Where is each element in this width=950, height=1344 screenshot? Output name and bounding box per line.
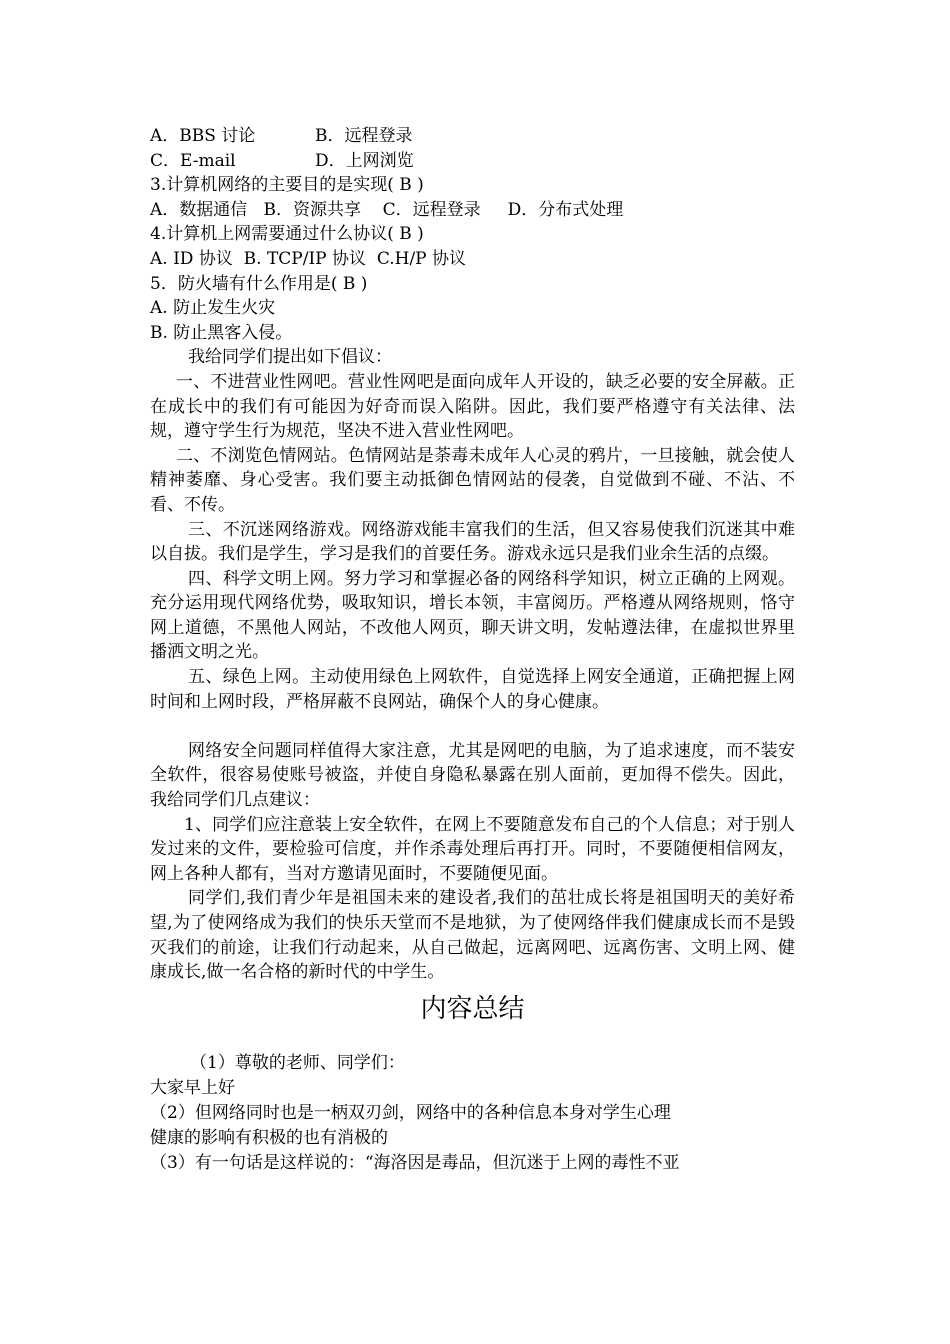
quiz-q2-options-row2 (150, 149, 795, 174)
proposal-item-2: 二、不浏览色情网站。色情网站是荼毒未成年人心灵的鸦片，一旦接触，就会使人精神萎靡、身心受害。我们要主动抵御色情网站的侵袭，自觉做到不碰、不沾、不看、不传。 (150, 445, 795, 515)
quiz-option-d: D．上网浏览 (315, 150, 414, 171)
proposal-item-3: 三、不沉迷网络游戏。网络游戏能丰富我们的生活，但又容易使我们沉迷其中难以自拔。我们是学生，学习是我们的首要任务。游戏永远只是我们业余生活的点缀。 (150, 519, 795, 565)
quiz-question-5: 5．防火墙有什么作用是( B ) (150, 273, 368, 294)
summary-heading: 内容总结 (420, 993, 525, 1024)
paragraph-gap (150, 714, 795, 739)
quiz-option-b: B．远程登录 (315, 126, 413, 146)
proposal-item-1: 一、不进营业性网吧。营业性网吧是面向成年人开设的，缺乏必要的安全屏蔽。正在成长中的我们有可能因为好奇而误入陷阱。因此，我们要严格遵守有关法律、法规，遵守学生行为规范，坚决不进入营业性网吧。 (150, 371, 795, 442)
quiz-question-5-option-a: A. 防止发生火灾 (150, 298, 276, 319)
summary-line-2: 大家早上好 (150, 1077, 235, 1098)
quiz-question-4: 4.计算机上网需要通过什么协议( B ) (150, 224, 424, 245)
proposal-intro: 我给同学们提出如下倡议： (188, 347, 392, 368)
document-body (150, 124, 795, 1176)
closing-paragraph: 同学们,我们青少年是祖国未来的建设者,我们的茁壮成长将是祖国明天的美好希望,为了使网络成为我们的快乐天堂而不是地狱，为了使网络伴我们健康成长而不是毁灭我们的前途，让我们行动起来，从自己做起，远离网吧、远离伤害、文明上网、健康成长,做一名合格的新时代的中学生。 (150, 888, 795, 983)
quiz-question-3-options: A．数据通信 B．资源共享 C．远程登录 D．分布式处理 (150, 199, 624, 220)
quiz-q2-options-row1 (150, 124, 795, 149)
summary-line-4: 健康的影响有积极的也有消极的 (150, 1127, 388, 1148)
security-paragraph: 网络安全问题同样值得大家注意，尤其是网吧的电脑，为了追求速度，而不装安全软件，很容易使账号被盗，并使自身隐私暴露在别人面前，更加得不偿失。因此，我给同学们几点建议： (150, 740, 795, 811)
security-suggestion-1: 1、同学们应注意装上安全软件，在网上不要随意发布自己的个人信息；对于别人发过来的文件，要检验可信度，并作杀毒处理后再打开。同时，不要随便相信网友，网上各种人都有，当对方邀请见面时，不要随便见面。 (150, 814, 795, 884)
quiz-question-5-option-b: B. 防止黑客入侵。 (150, 322, 293, 343)
summary-line-5: （3）有一句话是这样说的：“海洛因是毒品，但沉迷于上网的毒性不亚 (150, 1152, 680, 1173)
quiz-question-3: 3.计算机网络的主要目的是实现( B ) (150, 175, 424, 196)
proposal-item-4: 四、科学文明上网。努力学习和掌握必备的网络科学知识，树立正确的上网观。充分运用现代网络优势，吸取知识，增长本领，丰富阅历。严格遵从网络规则，恪守网上道德，不黑他人网站，不改他人网页，聊天讲文明，发帖遵法律，在虚拟世界里播洒文明之光。 (150, 568, 795, 663)
quiz-option-c: C．E-mail (150, 150, 236, 171)
summary-line-3: （2）但网络同时也是一柄双刃剑，网络中的各种信息本身对学生心理 (150, 1102, 671, 1123)
quiz-question-4-options: A. ID 协议 B. TCP/IP 协议 C.H/P 协议 (150, 248, 467, 269)
proposal-item-5: 五、绿色上网。主动使用绿色上网软件，自觉选择上网安全通道，正确把握上网时间和上网时段，严格屏蔽不良网站，确保个人的身心健康。 (150, 667, 795, 712)
quiz-option-a: A．BBS 讨论 (150, 126, 256, 146)
summary-line-1: （1）尊敬的老师、同学们： (190, 1052, 405, 1073)
